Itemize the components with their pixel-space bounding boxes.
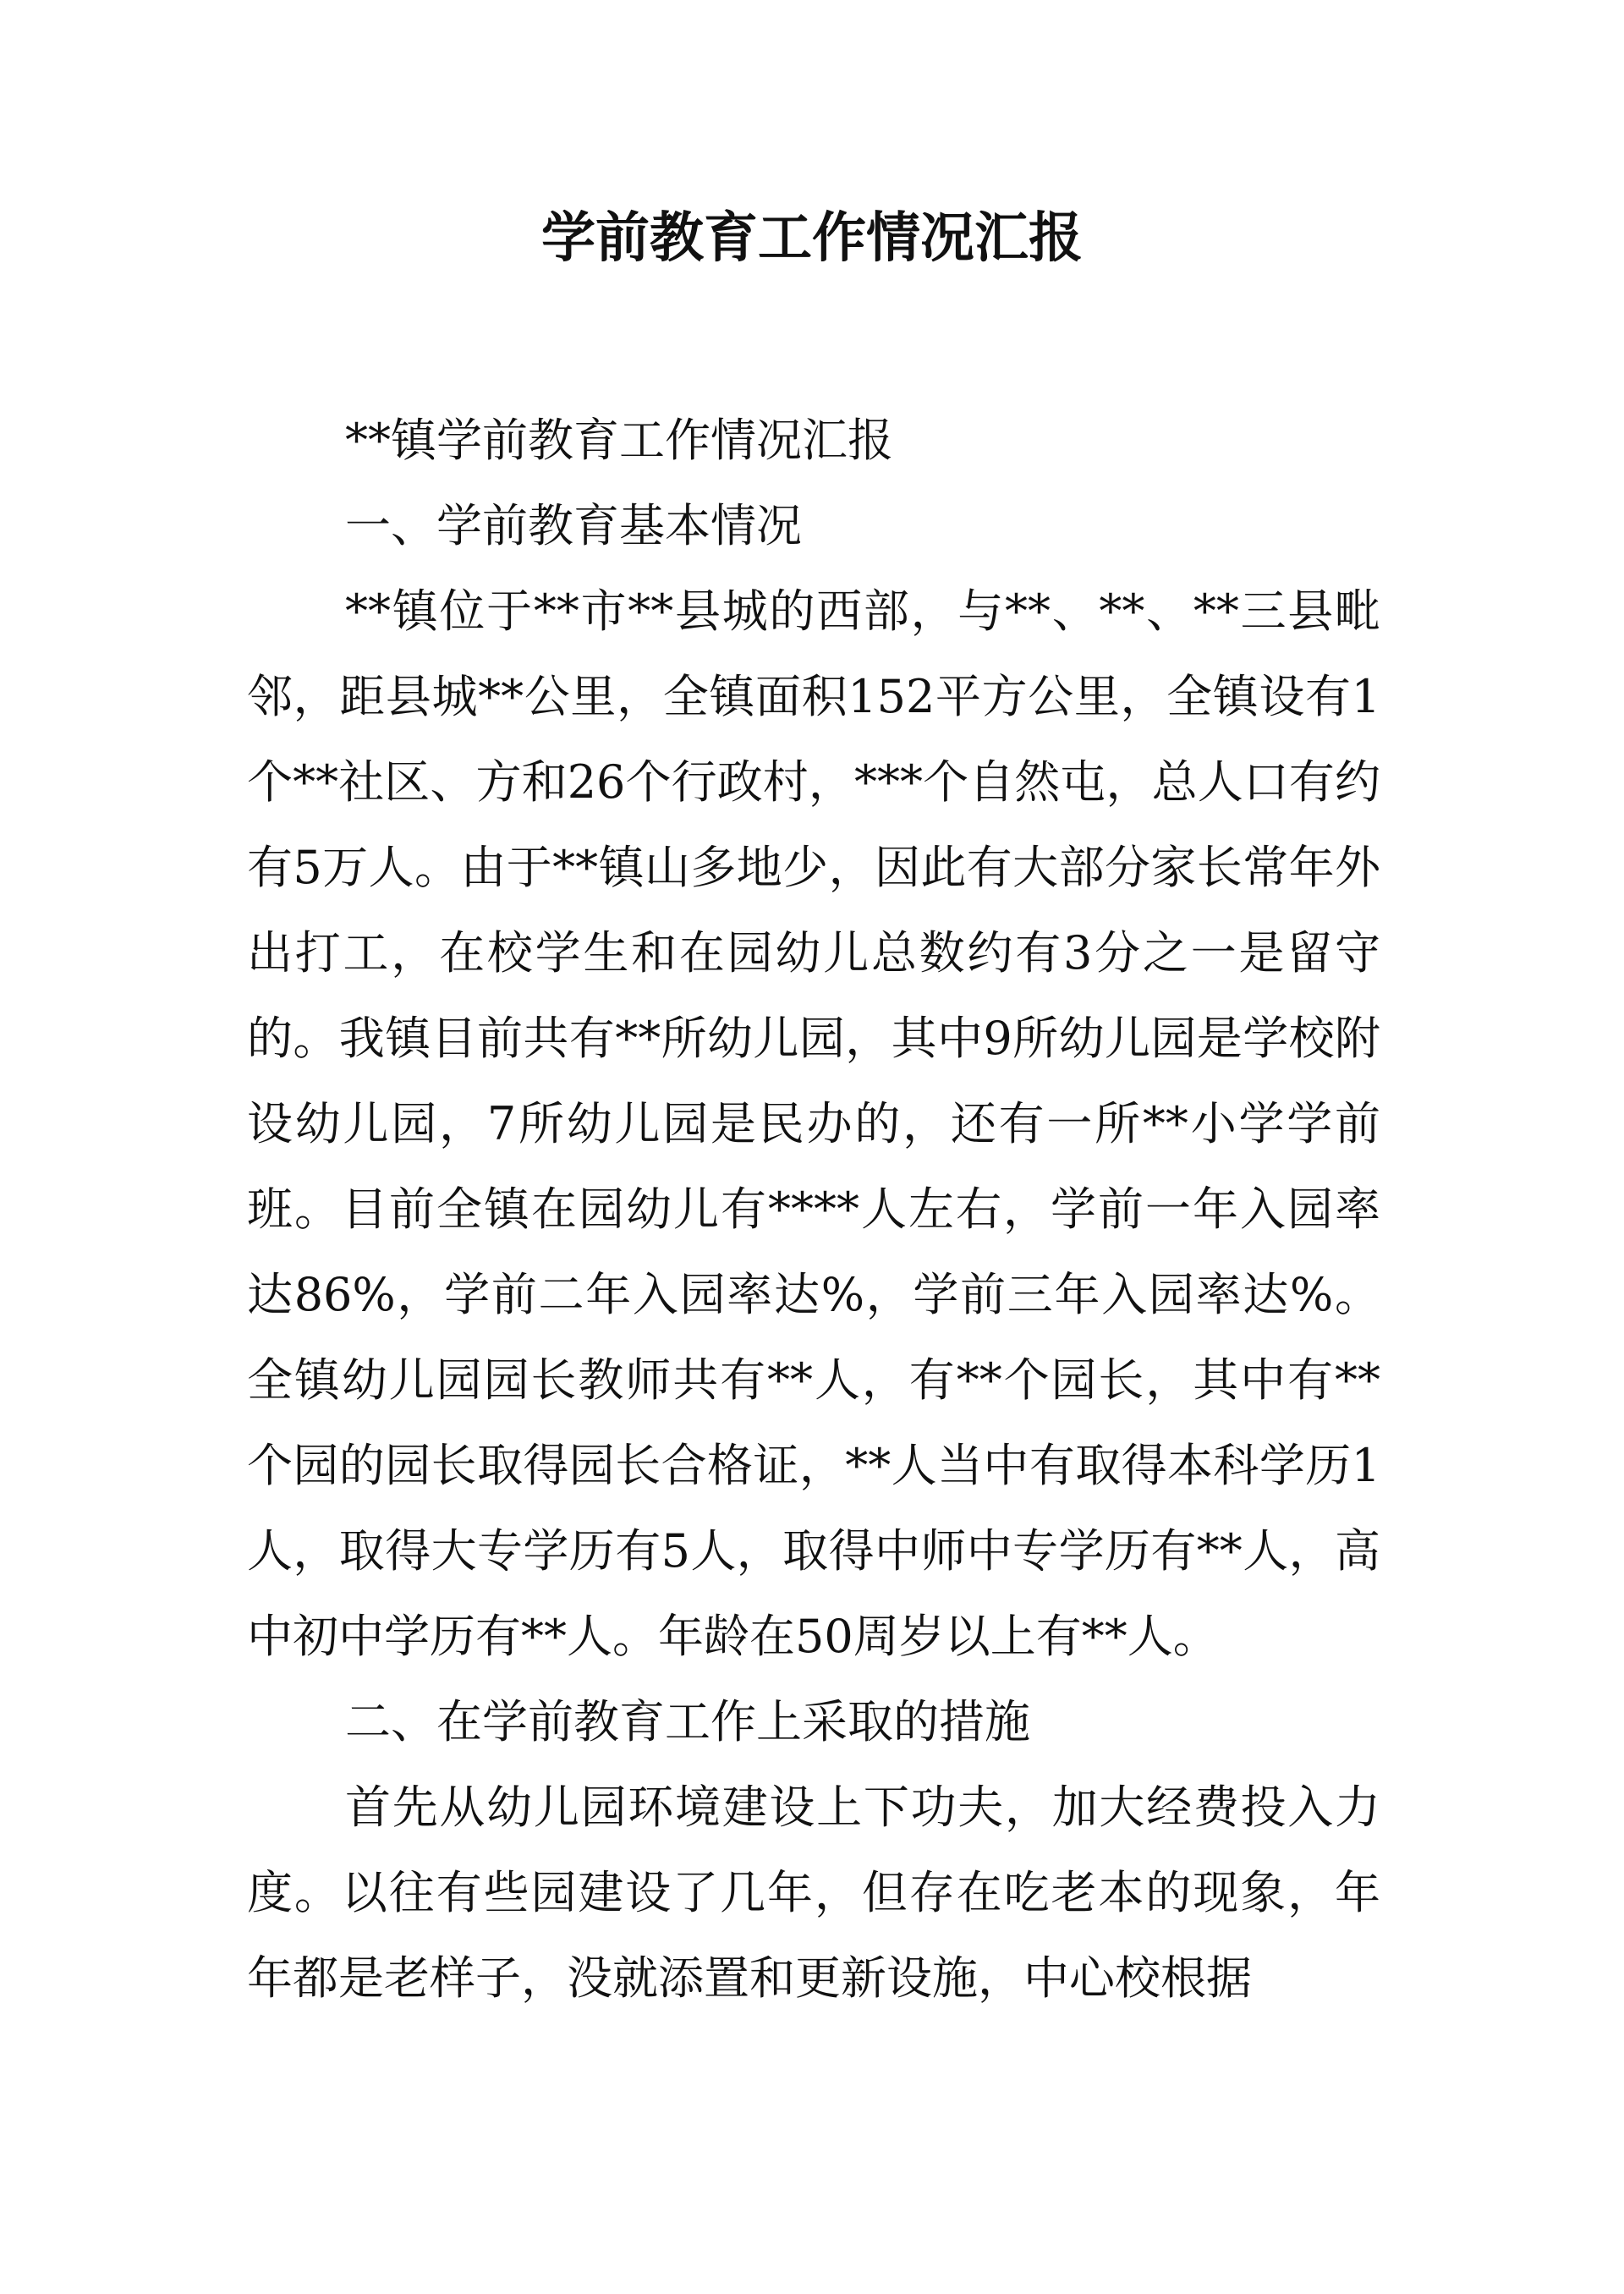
document-title: 学前教育工作情况汇报 (541, 207, 1083, 270)
document-body (247, 398, 1380, 2021)
subtitle-paragraph: **镇学前教育工作情况汇报 (345, 414, 893, 467)
section-heading: 二、在学前教育工作上采取的措施 (345, 1695, 1030, 1748)
section-heading: 一、学前教育基本情况 (345, 499, 802, 552)
body-paragraph: **镇位于**市**县城的西部，与**、**、**三县毗邻，距县城**公里，全镇面积152平方公里，全镇设有1个**社区、方和26个行政村，***个自然屯，总人口有约有5万人。由于**镇山多地少，因此有大部分家长常年外出打工，在校学生和在园幼儿总数约有3分之一是留守的。我镇目前共有**所幼儿园，其中9所幼儿园是学校附设幼儿园，7所幼儿园是民办的，还有一所**小学学前班。目前全镇在园幼儿有****人左右，学前一年入园率达86%，学前二年入园率达%，学前三年入园率达%。全镇幼儿园园长教师共有**人，有**个园长，其中有**个园的园长取得园长合格证，**人当中有取得本科学历1人，取得大专学历有5人，取得中师中专学历有**人，高中初中学历有**人。年龄在50周岁以上有**人。 (247, 584, 1380, 1663)
body-paragraph: 首先从幼儿园环境建设上下功夫，加大经费投入力度。以往有些园建设了几年，但存在吃老本的现象，年年都是老样子，没就添置和更新设施，中心校根据 (247, 1781, 1380, 2005)
